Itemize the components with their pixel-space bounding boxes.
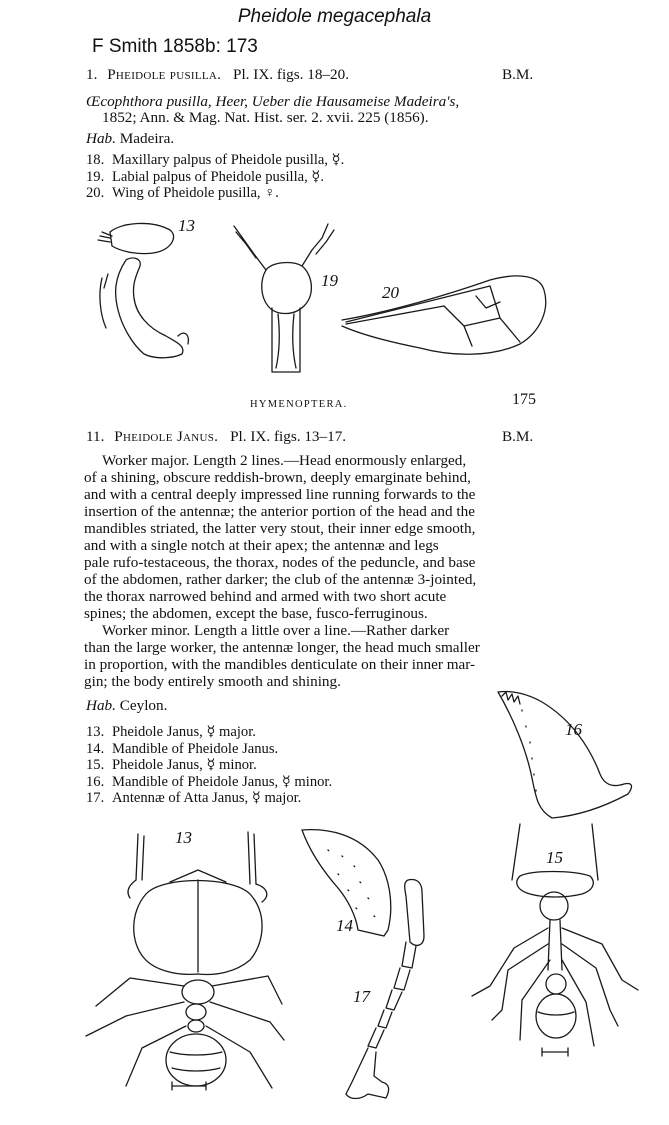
entry2-hab-value: Ceylon. [119, 697, 168, 714]
mandible-minor-illustration [492, 686, 642, 826]
text-line: than the large worker, the antennæ longer, the head much smaller [84, 639, 480, 656]
entry2-habitat [86, 697, 167, 714]
caption-item: 19. Labial palpus of Pheidole pusilla, ☿. [86, 168, 325, 185]
entry1-habitat [86, 130, 174, 147]
caption-item: 18. Maxillary palpus of Pheidole pusilla, ☿. [86, 152, 345, 168]
figure-label: 15 [546, 848, 563, 867]
entry2-number: 11. [86, 428, 105, 445]
entry2-heading [86, 428, 346, 445]
entry1-hab-value: Madeira. [119, 130, 175, 147]
text-line: Worker minor. Length a little over a line.—Rather darker [102, 622, 450, 639]
entry2-museum: B.M. [502, 428, 534, 445]
caption-item: 17. Antennæ of Atta Janus, ☿ major. [86, 790, 302, 807]
entry1-number: 1. [86, 66, 98, 83]
entry1-hab-label: Hab. [86, 130, 116, 147]
entry1-heading [86, 66, 349, 83]
caption-item: 14. Mandible of Pheidole Janus. [86, 740, 279, 757]
entry1-synonym-line2: 1852; Ann. & Mag. Nat. Hist. ser. 2. xvii. 225 (1856). [102, 109, 429, 126]
figure-label: 19 [321, 271, 338, 290]
page-number: 175 [512, 391, 536, 408]
worker-major-illustration [46, 826, 286, 1096]
figure-label: 13 [178, 216, 195, 235]
labial-palpus-illustration [232, 222, 352, 382]
figure-label: 20 [382, 283, 399, 302]
text-line: and with a single notch at their apex; the antennæ and legs [84, 537, 439, 554]
entry2-caption-list [86, 724, 332, 807]
wing-illustration [340, 262, 560, 372]
text-line: Worker major. Length 2 lines.—Head enormously enlarged, [102, 452, 467, 469]
caption-item: 20. Wing of Pheidole pusilla, ♀. [86, 185, 279, 202]
caption-item: 13. Pheidole Janus, ☿ major. [86, 724, 256, 740]
description-worker-major [84, 452, 476, 622]
figure-label: 16 [565, 720, 582, 739]
description-worker-minor [84, 622, 480, 690]
text-line: in proportion, with the mandibles denticulate on their inner mar- [84, 656, 476, 673]
entry1-synonym-line1: Œcophthora pusilla, Heer, Ueber die Hausameise Madeira's, [86, 93, 460, 110]
entry2-plate-ref: Pl. IX. figs. 13–17. [230, 428, 347, 445]
text-line: spines; the abdomen, except the base, fusco-ferruginous. [84, 605, 428, 622]
page-title: Pheidole megacephala [237, 6, 432, 27]
running-head-title: HYMENOPTERA. [250, 399, 348, 410]
figure-label: 13 [175, 828, 192, 847]
text-line: gin; the body entirely smooth and shining. [84, 673, 341, 690]
figure-label: 17 [353, 987, 370, 1006]
maxillary-palpus-illustration [92, 218, 212, 368]
text-line: the thorax narrowed behind and armed with two short acute [84, 588, 447, 605]
antenna-illustration [328, 876, 438, 1106]
entry2-hab-label: Hab. [86, 697, 116, 714]
caption-item: 15. Pheidole Janus, ☿ minor. [86, 757, 257, 774]
entry1-plate-ref: Pl. IX. figs. 18–20. [233, 66, 350, 83]
figure-label: 14 [336, 916, 353, 935]
text-line: and with a central deeply impressed line running forwards to the [84, 486, 476, 503]
text-line: insertion of the antennæ; the anterior portion of the head and the [84, 503, 475, 520]
text-line: pale rufo-testaceous, the thorax, nodes of the peduncle, and base [84, 554, 476, 571]
entry1-species-name: Pheidole pusilla. [107, 66, 222, 83]
text-line: mandibles striated, the latter very stout, their inner edge smooth, [84, 520, 476, 537]
caption-item: 16. Mandible of Pheidole Janus, ☿ minor. [86, 773, 333, 790]
citation: F Smith 1858b: 173 [92, 36, 258, 57]
entry2-species-name: Pheidole Janus. [114, 428, 219, 445]
text-line: of the abdomen, rather darker; the club of the antennæ 3-jointed, [84, 571, 477, 588]
text-line: of a shining, obscure reddish-brown, deeply emarginate behind, [84, 469, 471, 486]
entry1-caption-list [86, 152, 344, 202]
entry1-museum: B.M. [502, 66, 534, 83]
